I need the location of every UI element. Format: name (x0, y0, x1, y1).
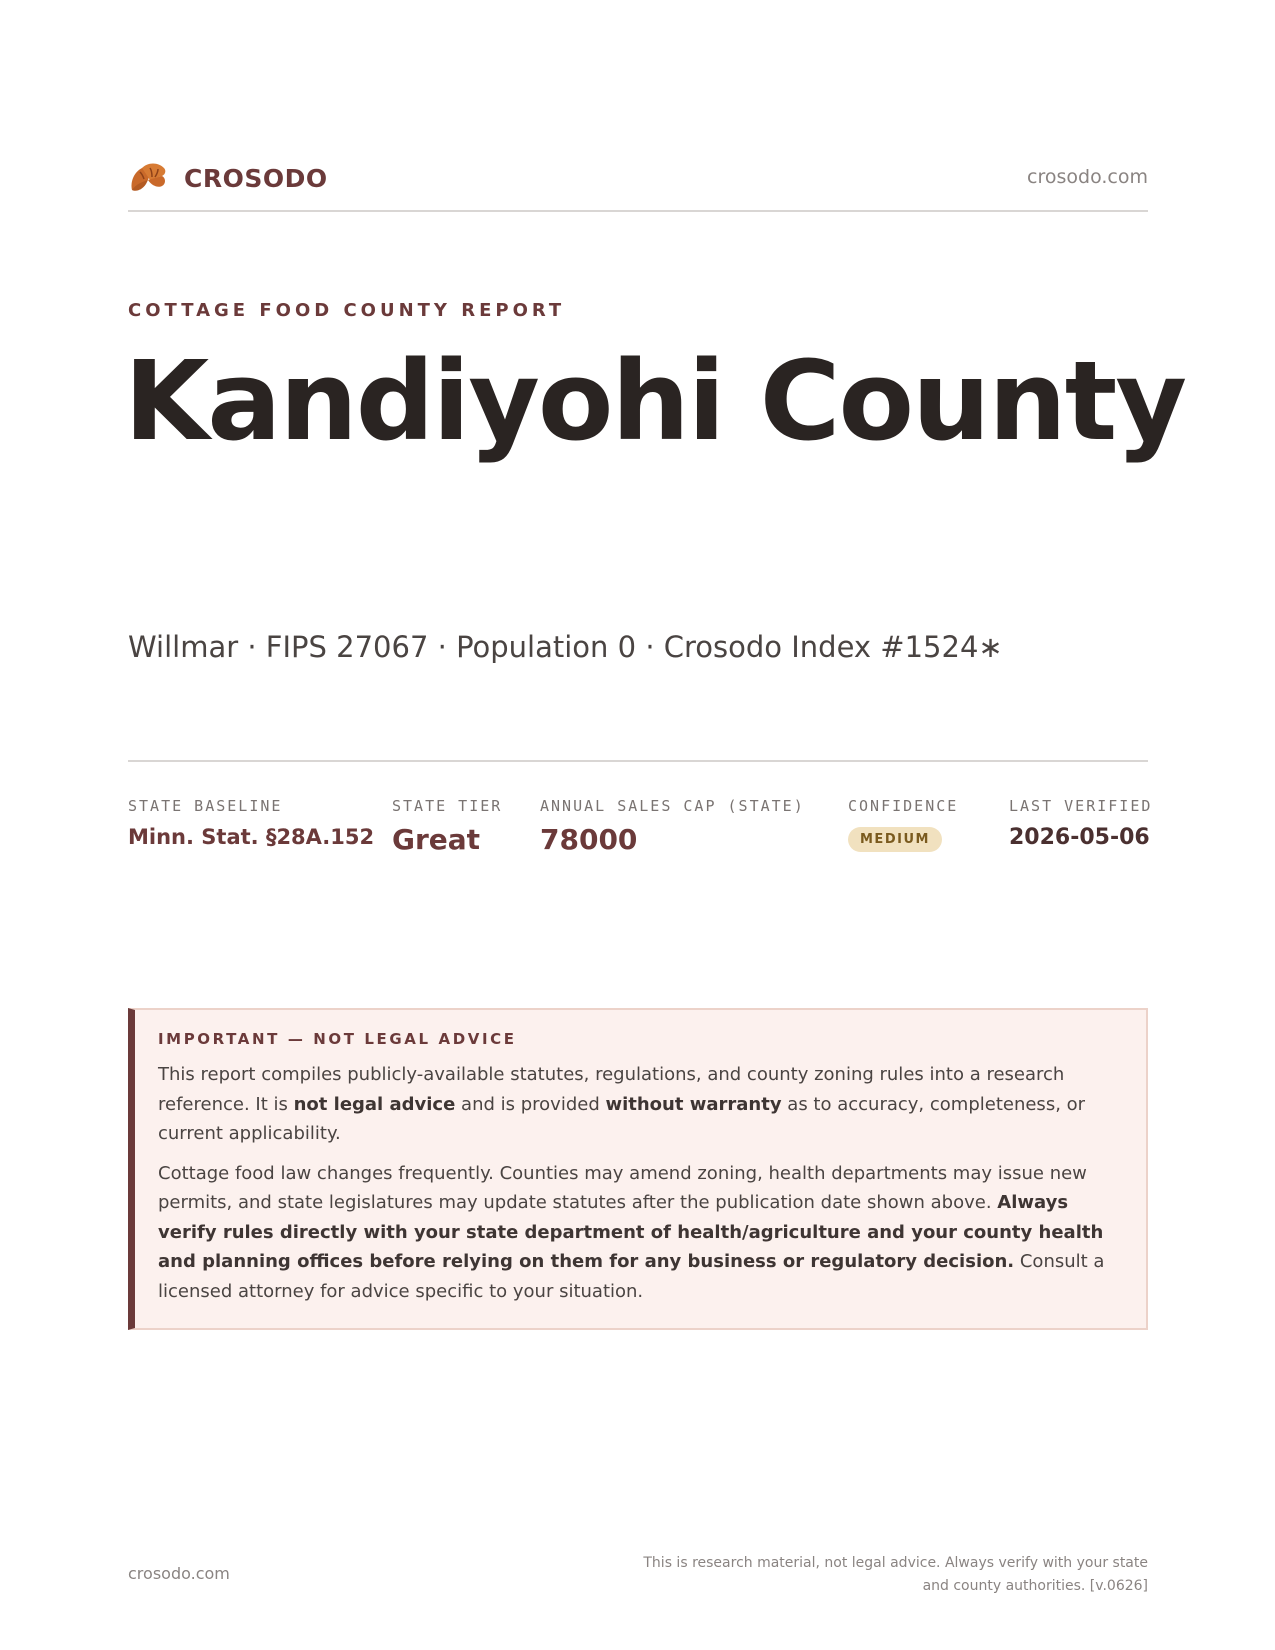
stat-value: 78000 (540, 823, 638, 856)
stat-value: Great (392, 823, 481, 856)
notice-paragraph-1 (158, 1060, 1120, 1149)
stat-label: STATE TIER (392, 797, 503, 815)
notice-text: Cottage food law changes frequently. Counties may amend zoning, health departments may issue new permits, and state legislatures may update statutes after the publication date shown above. (158, 1162, 1087, 1213)
brand-name: CROSODO (184, 163, 328, 193)
county-meta-line: Willmar · FIPS 27067 · Population 0 · Crosodo Index #1524∗ (128, 630, 1003, 664)
legal-notice (128, 1008, 1148, 1330)
page-header (128, 160, 1148, 210)
notice-paragraph-2 (158, 1159, 1120, 1307)
stat-value: 2026-05-06 (1009, 825, 1150, 850)
county-title: Kandiyohi County (124, 337, 1186, 465)
stats-divider (128, 760, 1148, 762)
confidence-badge: MEDIUM (848, 827, 942, 852)
report-eyebrow: COTTAGE FOOD COUNTY REPORT (128, 300, 566, 321)
stat-state-baseline (128, 797, 374, 849)
report-page (124, 0, 1186, 1650)
stat-value: Minn. Stat. §28A.152 (128, 825, 375, 849)
notice-emphasis: Always verify rules directly with your state department of health/agriculture and your county health and planning offices before relying on them for any business or regulatory decision. (158, 1192, 1104, 1272)
brand[interactable] (128, 160, 328, 196)
header-site-link[interactable]: crosodo.com (1027, 166, 1148, 188)
notice-emphasis: not legal advice (293, 1093, 456, 1115)
croissant-icon (128, 160, 168, 196)
notice-title: IMPORTANT — NOT LEGAL ADVICE (158, 1030, 517, 1048)
stat-state-tier (392, 797, 502, 856)
notice-text: and is provided (455, 1093, 606, 1115)
notice-emphasis: without warranty (605, 1093, 782, 1115)
header-divider (128, 210, 1148, 212)
notice-text: This report compiles publicly-available statutes, regulations, and county zoning rules into a research reference. It is (158, 1064, 1065, 1115)
stat-label: STATE BASELINE (128, 797, 283, 815)
footer-site-link[interactable]: crosodo.com (128, 1564, 230, 1583)
stat-annual-sales-cap (540, 797, 805, 856)
stat-label: LAST VERIFIED (1009, 797, 1153, 815)
stat-confidence (848, 797, 958, 852)
notice-text: as to accuracy, completeness, or current applicability. (158, 1093, 1086, 1144)
stat-label: ANNUAL SALES CAP (STATE) (540, 797, 805, 815)
footer-disclaimer: This is research material, not legal advice. Always verify with your state and county authorities. [v.0626] (643, 1555, 1148, 1594)
stat-last-verified (1009, 797, 1152, 850)
stat-label: CONFIDENCE (848, 797, 959, 815)
notice-text: Consult a licensed attorney for advice specific to your situation. (158, 1251, 1105, 1302)
